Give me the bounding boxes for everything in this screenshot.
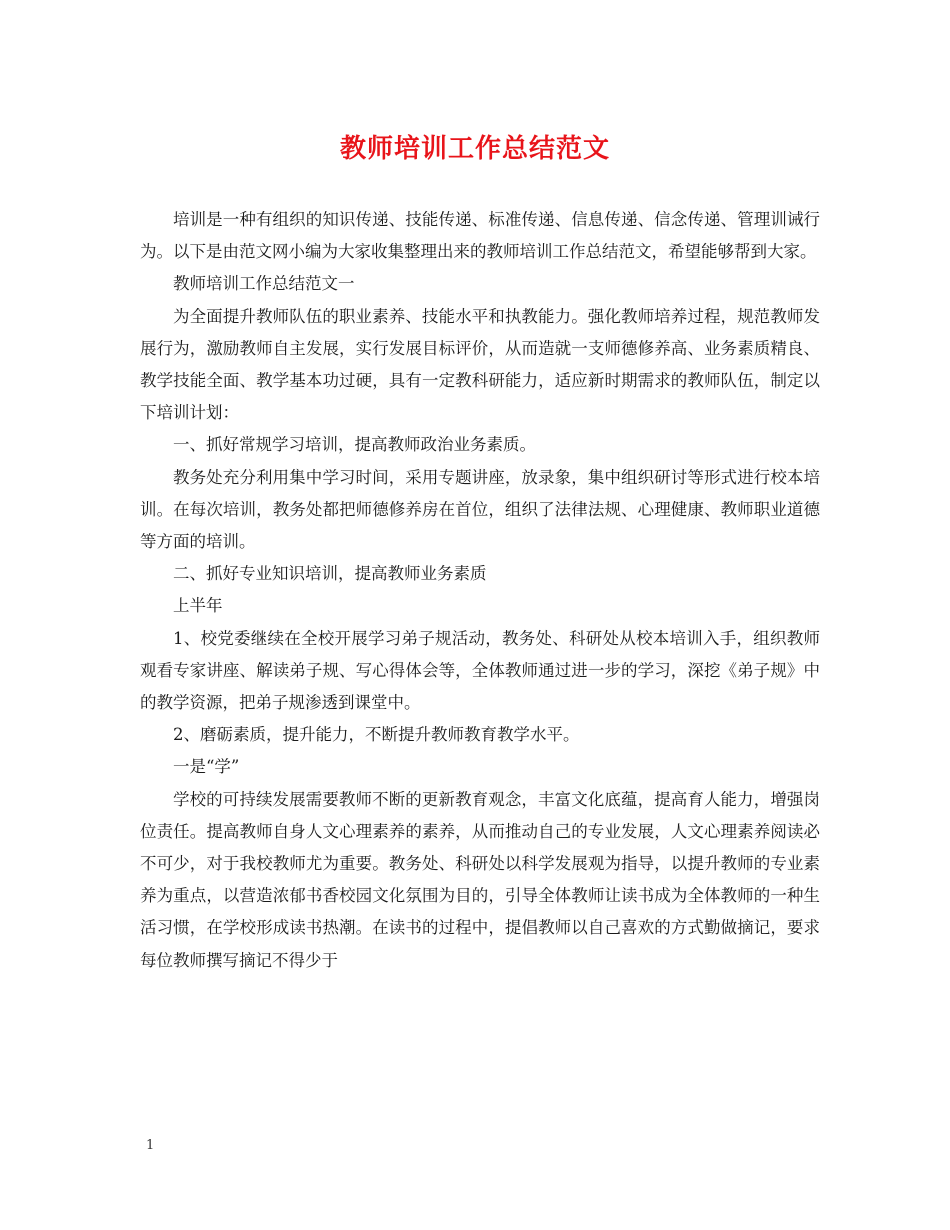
paragraph-first-half-year: 上半年 <box>173 596 223 616</box>
paragraph-section-two-heading: 二、抓好专业知识培训，提高教师业务素质 <box>173 564 487 584</box>
document-body <box>140 204 820 977</box>
paragraph-intro: 培训是一种有组织的知识传递、技能传递、标准传递、信息传递、信念传递、管理训诫行为。以下是由范文网小编为大家收集整理出来的教师培训工作总结范文，希望能够帮到大家。 <box>140 210 820 262</box>
paragraph-item-two: 2、磨砺素质，提升能力，不断提升教师教育教学水平。 <box>173 725 580 745</box>
paragraph-purpose: 为全面提升教师队伍的职业素养、技能水平和执教能力。强化教师培养过程，规范教师发展行为，激励教师自主发展，实行发展目标评价，从而造就一支师德修养高、业务素质精良、教学技能全面、教学基本功过硬，具有一定教科研能力，适应新时期需求的教师队伍，制定以下培训计划： <box>140 306 820 423</box>
document-title: 教师培训工作总结范文 <box>339 134 610 164</box>
paragraph-learn-body: 学校的可持续发展需要教师不断的更新教育观念，丰富文化底蕴，提高育人能力，增强岗位责任。提高教师自身人文心理素养的素养，从而推动自己的专业发展，人文心理素养阅读必不可少，对于我校教师尤为重要。教务处、科研处以科学发展观为指导，以提升教师的专业素养为重点，以营造浓郁书香校园文化氛围为目的，引导全体教师让读书成为全体教师的一种生活习惯，在学校形成读书热潮。在读书的过程中，提倡教师以自己喜欢的方式勤做摘记，要求每位教师撰写摘记不得少于 <box>140 789 820 970</box>
paragraph-item-one: 1、校党委继续在全校开展学习弟子规活动，教务处、科研处从校本培训入手，组织教师观看专家讲座、解读弟子规、写心得体会等，全体教师通过进一步的学习，深挖《弟子规》中的教学资源，把弟子规渗透到课堂中。 <box>140 628 820 713</box>
paragraph-section-one-heading: 一、抓好常规学习培训，提高教师政治业务素质。 <box>173 435 536 455</box>
paragraph-heading-sample-one: 教师培训工作总结范文一 <box>173 274 355 294</box>
paragraph-section-one-body: 教务处充分利用集中学习时间，采用专题讲座，放录象，集中组织研讨等形式进行校本培训。在每次培训，教务处都把师德修养房在首位，组织了法律法规、心理健康、教师职业道德等方面的培训。 <box>140 467 820 552</box>
paragraph-learn-heading: 一是“学” <box>173 757 240 777</box>
page-number: 1 <box>146 1138 155 1153</box>
